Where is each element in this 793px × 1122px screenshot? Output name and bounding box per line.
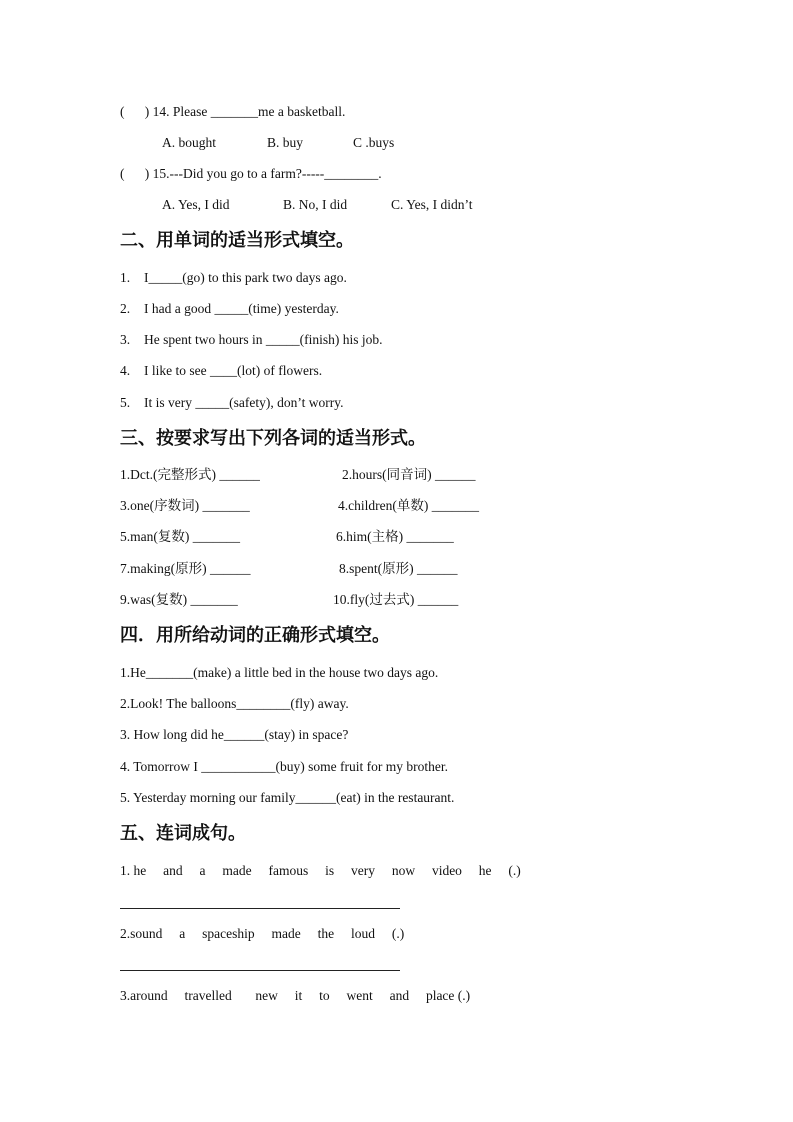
question-14-option-a: A. bought xyxy=(162,135,216,150)
section-3-right-item: 6.him(主格) _______ xyxy=(336,529,454,544)
item-text: I had a good _____(time) yesterday. xyxy=(144,301,339,316)
section-5-item: 1. he and a made famous is very now video he (.) xyxy=(120,863,521,878)
section-4-item: 4. Tomorrow I ___________(buy) some fruit for my brother. xyxy=(120,759,449,774)
section-5-title: 五、连词成句。 xyxy=(120,823,246,844)
question-15-option-c: C. Yes, I didn’t xyxy=(391,197,473,212)
item-number: 3. xyxy=(120,332,131,347)
section-2-item xyxy=(120,331,383,349)
item-number: 1. xyxy=(120,270,131,285)
section-3-left-item: 7.making(原形) ______ xyxy=(120,561,251,576)
section-2-item xyxy=(120,362,322,380)
section-4-item: 2.Look! The balloons________(fly) away. xyxy=(120,696,349,711)
item-text: I like to see ____(lot) of flowers. xyxy=(144,363,323,378)
section-5-item: 3.around travelled new it to went and place (.) xyxy=(120,988,471,1003)
section-3-left-item: 5.man(复数) _______ xyxy=(120,529,240,544)
question-14-option-b: B. buy xyxy=(267,135,304,150)
section-4-item: 5. Yesterday morning our family______(eat) in the restaurant. xyxy=(120,790,455,805)
item-text: He spent two hours in _____(finish) his job. xyxy=(144,332,383,347)
question-14-stem: ( ) 14. Please _______me a basketball. xyxy=(120,104,346,119)
section-3-title: 三、按要求写出下列各词的适当形式。 xyxy=(120,428,426,449)
section-2-title: 二、用单词的适当形式填空。 xyxy=(120,230,354,251)
section-2-item xyxy=(120,300,339,318)
question-15-stem: ( ) 15.---Did you go to a farm?-----________. xyxy=(120,166,382,181)
section-3-left-item: 1.Dct.(完整形式) ______ xyxy=(120,467,260,482)
item-text: I_____(go) to this park two days ago. xyxy=(144,270,347,285)
section-3-left-item: 3.one(序数词) _______ xyxy=(120,498,250,513)
item-number: 5. xyxy=(120,395,131,410)
section-3-right-item: 8.spent(原形) ______ xyxy=(339,561,458,576)
section-3-right-item: 4.children(单数) _______ xyxy=(338,498,479,513)
item-number: 4. xyxy=(120,363,131,378)
answer-line xyxy=(120,970,400,971)
section-4-title: 四．用所给动词的正确形式填空。 xyxy=(120,625,390,646)
item-text: It is very _____(safety), don’t worry. xyxy=(144,395,344,410)
section-2-item xyxy=(120,394,343,412)
section-5-item: 2.sound a spaceship made the loud (.) xyxy=(120,926,405,941)
question-15-option-b: B. No, I did xyxy=(283,197,348,212)
section-3-left-item: 9.was(复数) _______ xyxy=(120,592,238,607)
section-3-right-item: 2.hours(同音词) ______ xyxy=(342,467,476,482)
item-number: 2. xyxy=(120,301,131,316)
answer-line xyxy=(120,908,400,909)
question-15-option-a: A. Yes, I did xyxy=(162,197,230,212)
section-2-item xyxy=(120,269,347,287)
section-3-right-item: 10.fly(过去式) ______ xyxy=(333,592,459,607)
section-4-item: 1.He_______(make) a little bed in the house two days ago. xyxy=(120,665,439,680)
question-14-option-c: C .buys xyxy=(353,135,395,150)
section-4-item: 3. How long did he______(stay) in space? xyxy=(120,727,349,742)
